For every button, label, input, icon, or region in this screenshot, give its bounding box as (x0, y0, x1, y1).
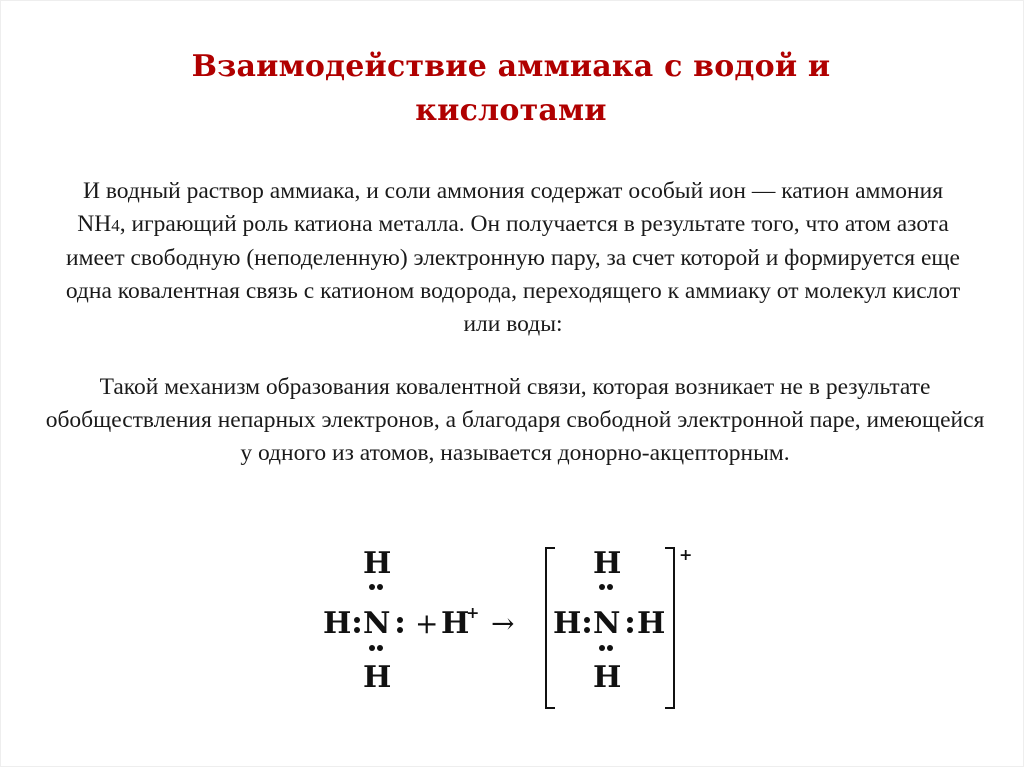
product-electron-pair-bottom (599, 645, 613, 651)
lone-pair-right (397, 617, 403, 633)
reactant-n: N (363, 606, 391, 641)
reactant-h-bottom: H (363, 660, 392, 695)
product-h-top: H (593, 546, 622, 581)
product-h-left: H (553, 606, 582, 641)
reactant-h-top: H (363, 546, 392, 581)
slide-title: Взаимодействие аммиака с водой и кислотами (191, 49, 831, 128)
electron-pair-left (354, 617, 360, 633)
paragraph-text-after: , играющий роль катиона металла. Он получается в результате того, что атом азота имеет свободную (неподеленную) электронную пару, за счет которой и формируется еще одна ковалентная связь с катионом водорода, переходящего к аммиаку от молекул кислот или воды: (65, 211, 961, 337)
product-electron-pair-right (627, 617, 633, 633)
product-electron-pair-top (599, 584, 613, 590)
product-electron-pair-left (584, 617, 590, 633)
formula-base: NH (77, 211, 112, 237)
reaction-arrow: → (491, 607, 515, 640)
electron-pair-bottom (369, 645, 383, 651)
product-charge: + (679, 545, 693, 564)
electron-pair-top (369, 584, 383, 590)
formula-subscript: 4 (111, 216, 120, 235)
paragraph-ammonium-ion (63, 175, 963, 341)
plus-sign: + (415, 607, 439, 640)
product-n: N (593, 606, 621, 641)
product-h-right: H (637, 606, 666, 641)
paragraph-donor-acceptor: Такой механизм образования ковалентной связи, которая возникает не в результате обобществления непарных электронов, а благодаря свободной электронной паре, имеющейся у одного из атомов, называется донорно-акцепторным. (45, 374, 985, 466)
formula-nh4 (77, 211, 119, 237)
paragraph-text-before: И водный раствор аммиака, и соли аммония содержат особый ион — катион аммония (82, 178, 944, 204)
product-h-bottom: H (593, 660, 622, 695)
right-bracket (665, 547, 675, 709)
proton-h: H (441, 606, 470, 641)
proton-charge: + (466, 603, 480, 622)
reactant-h-left: H (323, 606, 352, 641)
lewis-structure-diagram (301, 541, 721, 711)
